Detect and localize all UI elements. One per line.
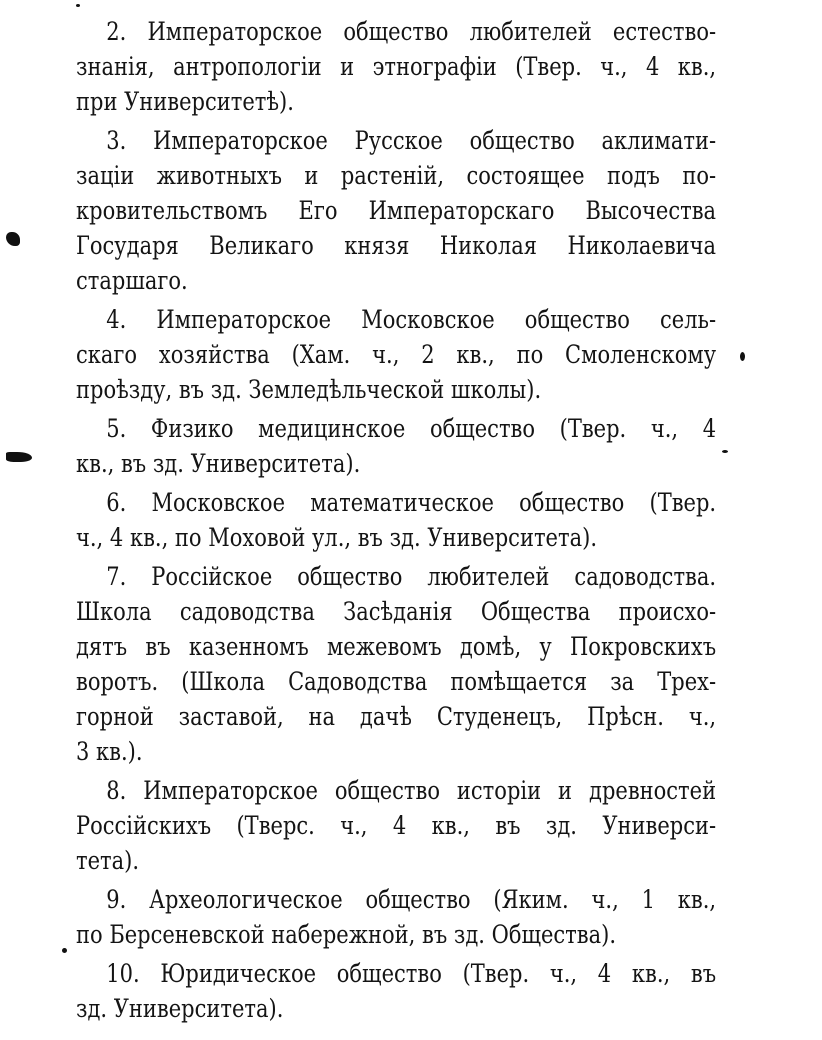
society-entry [76, 411, 716, 481]
society-entry [76, 14, 716, 119]
text-line: 3. Императорское Русское общество аклимати- [106, 126, 717, 155]
text-line: 7. Россійское общество любителей садоводства. [106, 562, 717, 591]
text-line: Школа садоводства Засѣданія Общества происхо- [76, 597, 717, 626]
text-line: 6. Московское математическое общество (Твер. [106, 488, 717, 517]
document-page [76, 14, 716, 1030]
text-line: ч., 4 кв., по Моховой ул., въ зд. Университета). [76, 523, 597, 552]
text-line: 2. Императорское общество любителей естество- [106, 17, 717, 46]
text-line: 3 кв.). [76, 737, 143, 766]
text-line: кв., въ зд. Университета). [76, 449, 361, 478]
ink-speck [76, 4, 80, 7]
text-line: кровительствомъ Его Императорскаго Высочества [76, 196, 717, 225]
text-line: по Берсеневской набережной, въ зд. Общества). [76, 920, 617, 949]
text-line: при Университетѣ). [76, 87, 294, 116]
text-line: проѣзду, въ зд. Земледѣльческой школы). [76, 375, 542, 404]
text-line: старшаго. [76, 266, 188, 295]
text-line: заціи животныхъ и растеній, состоящее подъ по- [76, 161, 717, 190]
society-entry [76, 302, 716, 407]
society-entry [76, 123, 716, 298]
text-line: дятъ въ казенномъ межевомъ домѣ, у Покровскихъ [76, 632, 717, 661]
text-line: знанія, антропологіи и этнографіи (Твер. ч., 4 кв., [76, 52, 717, 81]
text-line: Россійскихъ (Тверс. ч., 4 кв., въ зд. Универси- [76, 811, 717, 840]
text-line: 5. Физико медицинское общество (Твер. ч., 4 [106, 414, 717, 443]
text-line: тета). [76, 846, 140, 875]
ink-speck [740, 352, 745, 361]
society-entry [76, 559, 716, 769]
text-line: Государя Великаго князя Николая Николаевича [76, 231, 717, 260]
society-entry [76, 485, 716, 555]
ink-speck [722, 450, 728, 453]
society-entry [76, 956, 716, 1026]
text-line: 8. Императорское общество исторіи и древностей [106, 776, 717, 805]
society-entry [76, 773, 716, 878]
text-line: скаго хозяйства (Хам. ч., 2 кв., по Смоленскому [76, 340, 717, 369]
text-line: зд. Университета). [76, 994, 284, 1023]
text-line: 9. Археологическое общество (Яким. ч., 1 кв., [106, 885, 717, 914]
ink-speck [6, 452, 32, 462]
ink-speck [62, 948, 67, 953]
text-line: 4. Императорское Московское общество сель- [106, 305, 717, 334]
text-line: воротъ. (Школа Садоводства помѣщается за Трех- [76, 667, 717, 696]
text-line: горной заставой, на дачѣ Студенецъ, Прѣсн. ч., [76, 702, 717, 731]
ink-speck [6, 232, 20, 246]
text-line: 10. Юридическое общество (Твер. ч., 4 кв., въ [106, 959, 717, 988]
society-entry [76, 882, 716, 952]
